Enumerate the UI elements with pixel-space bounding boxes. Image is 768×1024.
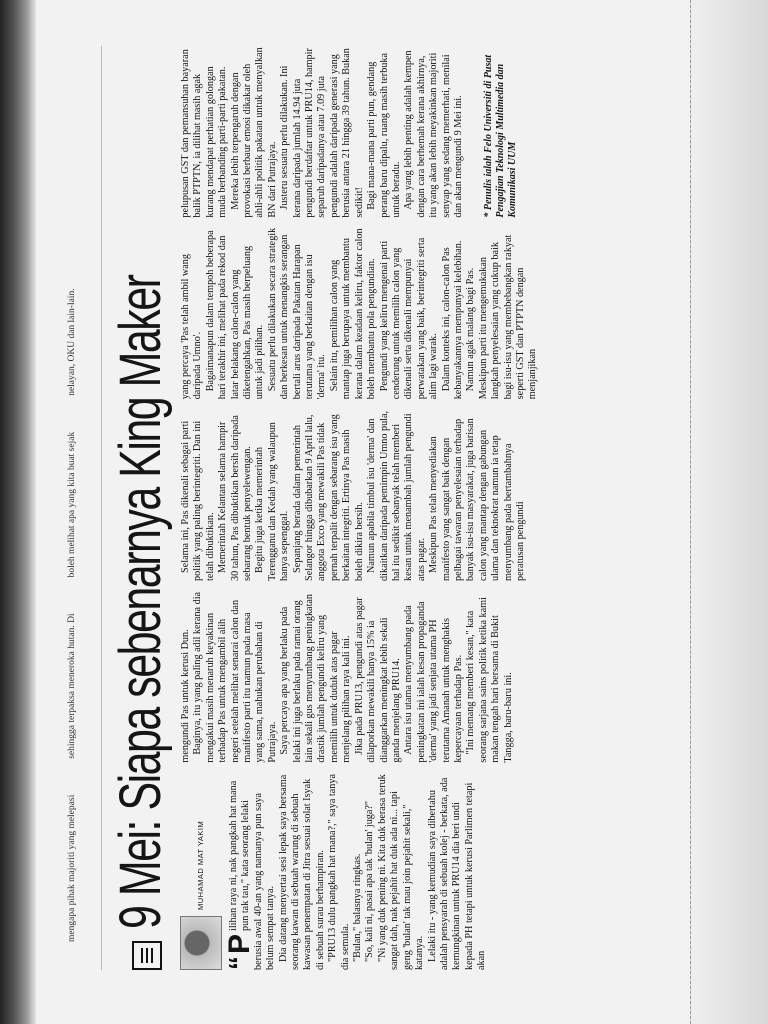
article-paragraph: Meskipun Pas telah menyediakan manifesto yang sangat baik dengan pelbagai tawaran penyelesaian terhadap banyak isu-isu masyarakat, juga barisan calon yang mantap dengan gabungan ulama dan teknokrat namun ia tetap menyumbang pada bertambahnya peratusan pengundi [428, 418, 526, 581]
article-paragraph: Jika pada PRU13, pengundi atas pagar dilaporkan mewakili hanya 15% ia dianggarkan meningkat lebih sekali ganda menjelang PRU14. [353, 597, 402, 763]
article-paragraph: "Ini memang memberi kesan," kata seorang sarjana sains politik ketika kami makan tengah hari bersama di Bukit Tangga, baru-baru ini. [465, 597, 514, 763]
article-paragraph: Sesuatu perlu dilakukan secara strategik dan berkesan untuk menangkis serangan bertali arus daripada Pakatan Harapan terutama yang berkaitan dengan isu 'derma' itu. [266, 227, 328, 400]
article-paragraph: "Ni yang duk pening ni. Kita duk berasa teruk sangat dah, nak pejahit hat duk ada ni... tapi geng 'bulan' tak mau join pejahit sekali," katanya. [376, 774, 426, 970]
carry-over-line: boleh melihat apa yang kita buat sejak [67, 431, 77, 578]
article-paragraph: Lelaki itu - yang kemudian saya dibertahu adalah pensyarah di sebuah kolej - berkata, ada kemungkinan untuk PRU14 dia beri undi kepada PH tetapi untuk kerusi Parlimen tetapi akan [426, 777, 488, 970]
article-paragraph: Dalam konteks ini, calon-calon Pas kebanyakannya mempunyai kelebihan. [440, 240, 464, 400]
article-paragraph: Selama ini, Pas dikenali sebagai parti politik yang paling berintegriti. Dan ini telah dibuktikan. [180, 420, 216, 581]
carry-over-line: nelayan, OKU dan lain-lain. [67, 288, 77, 396]
opening-quote-mark: “ [223, 956, 254, 970]
article-paragraph: Sepanjang berada dalam pemerintah Selangor hingga dibubarkan 9 April lalu, anggota Exco yang mewakili Pas tidak pernah terpalit dengan sebarang isu yang berkaitan integriti. Ertinya Pas masih boleh dikira bersih. [291, 414, 365, 581]
article-paragraph: Bagi mana-mana parti pun, gendang perang baru dipalu, ruang masih terbuka untuk beradu. [366, 52, 402, 218]
article-paragraph: Saya percaya apa yang berlaku pada lelaki ini juga berlaku pada ramai orang lain sekali gus menyumbang peningkatan drastik jumlah pengundi keliru yang memilih untuk duduk atas pagar menjelang pilihan raya kali ini. [279, 593, 353, 763]
carry-over-line: sehingga terpaksa meneroka hutan. Di [67, 613, 77, 759]
author-note: * Penulis ialah Felo Universiti di Pusat Pengajian Teknologi Multimedia dan Komunikasi UUM [483, 54, 519, 218]
article-body [180, 46, 660, 970]
article-paragraph: Begitu juga ketika memerintah Terengganu dan Kedah yang walaupun hanya sepenggal. [254, 422, 291, 581]
article-paragraph: "PRU13 dulu pangkah hat mana?," saya tanya dia semula. [327, 774, 351, 970]
article-paragraph: pelupusan GST dan pemansuhan bayaran balik PTPTN, ia dilihat masih agak kurang mendapat perhatian golongan muda berbanding parti-parti pakatan. [180, 49, 229, 218]
article-paragraph: mengundi Pas untuk kerusi Dun. [180, 629, 191, 763]
article-headline: 9 Mei: Siapa sebenarnya King Maker [108, 275, 173, 930]
article-paragraph: Apa yang lebih penting adalah kempen dengan cara berhemah kerana akhirnya, itu yang akan lebih meyakinkan majoriti senyap yang sedang memerhati, menilai dan akan mengundi 9 Mei ini. [403, 50, 464, 218]
headline-row [108, 46, 174, 970]
article-paragraph: yang percaya 'Pas telah ambil wang daripada Umno'. [180, 254, 204, 400]
previous-article-carry-over [67, 46, 102, 970]
article-paragraph: Pengundi yang keliru mengenai parti cenderung untuk memilih calon yang dikenali serta dikenali mempunyai perwatakan yang baik, berintegriti serta alim lagi warak. [378, 237, 440, 400]
article-column-5 [180, 46, 660, 218]
opinion-column-icon [132, 941, 162, 970]
article-paragraph: Baginya, itu yang paling adil kerana dia mengakui masih menaruh keyakinan terhadap Pas untuk mengambil alih negeri setelah melihat senarai calon dan manifesto parti itu namun pada masa yang sama, mahukan perubahan di Putrajaya. [192, 591, 278, 763]
article-paragraph: Memerintah Kelantan selama hampir 30 tahun, Pas dibuktikan bersih daripada sebarang bentuk penyelewengan. [217, 415, 254, 581]
article-paragraph: "Bulan," balasnya ringkas. [352, 853, 364, 962]
article-paragraph: Antara isu utama menyumbang pada peningkatan ini ialah kesan propaganda 'derma' yang jadi senjata utama PH terutama Amanah untuk menghakis kepercayaan terhadap Pas. [403, 601, 464, 763]
article-paragraph: Justeru sesuatu perlu dilakukan. Ini kerana daripada jumlah 14.94 juta pengundi berdaftar untuk PRU14, hampir separuh daripadanya atau 7.09 juta pengundi adalah daripada generasi yang berusia antara 21 hingga 39 tahun. Bukan sedikit! [279, 48, 365, 218]
drop-cap: P [223, 933, 256, 954]
article-column-4 [180, 228, 660, 400]
author-byline [180, 773, 222, 970]
article-paragraph: "So, kali ni, pasai apa tak 'bulan' juga?" [364, 800, 376, 962]
article-paragraph: Mereka lebih terpengaruh dengan provokasi berbaur emosi dikakar oleh ahli-ahli politik pakatan untuk menyalkan BN dari Putrajaya. [229, 47, 278, 218]
article-paragraph: Selain itu, pemilihan calon yang mantap juga berupaya untuk membantu kerana dalam keadaan keliru, faktor calon boleh membantu pola pengundian. [328, 228, 378, 400]
article-column-3 [180, 409, 660, 581]
author-photo [180, 916, 222, 970]
scan-binding-shadow [0, 0, 36, 1024]
author-name: MUHAMAD MAT YAKIM [195, 820, 205, 910]
article-paragraph: Namun agak malang bagi Pas. Meskipun parti itu mengemukakan langkah penyelesaian yang cukup baik bagi isu-isu yang membebangkan rakyat seperti GST dan PTPTN dengan menjanjikan [465, 234, 539, 400]
article-paragraph: “ P ilihan raya ni, nak pangkah hat mana pun tak tau," kata seorang lelaki berusia awal 40-an yang namanya pun saya belum sempat tanya. [223, 780, 277, 970]
article-paragraph: Namun apabila timbul isu 'derma' dan dikaitkan daripada pemimpin Umno pula, hal itu sedikit sebanyak telah memberi kesan untuk menambah jumlah pengundi atas pagar. [366, 410, 427, 581]
article-column-1 [180, 773, 660, 970]
carry-over-line: mengapa pihak majoriti yang melepasi [67, 794, 77, 942]
article-paragraph: Dia datang menyertai sesi lepak saya bersama seorang kawan di sebuah warung di sebuah kawasan penempatan di Jitra sesuai solat Isyak di sebuah surau berhampiran. [277, 774, 326, 970]
article-column-2 [180, 591, 660, 763]
newspaper-page [59, 32, 709, 992]
article-paragraph: Bagaimanapun dalam tempoh beberapa hari terakhir ini, melihat pada rekod dan latar belakang calon-calon yang diketengahkan, Pas masih berpeluang untuk jadi pilihan. [204, 230, 266, 400]
